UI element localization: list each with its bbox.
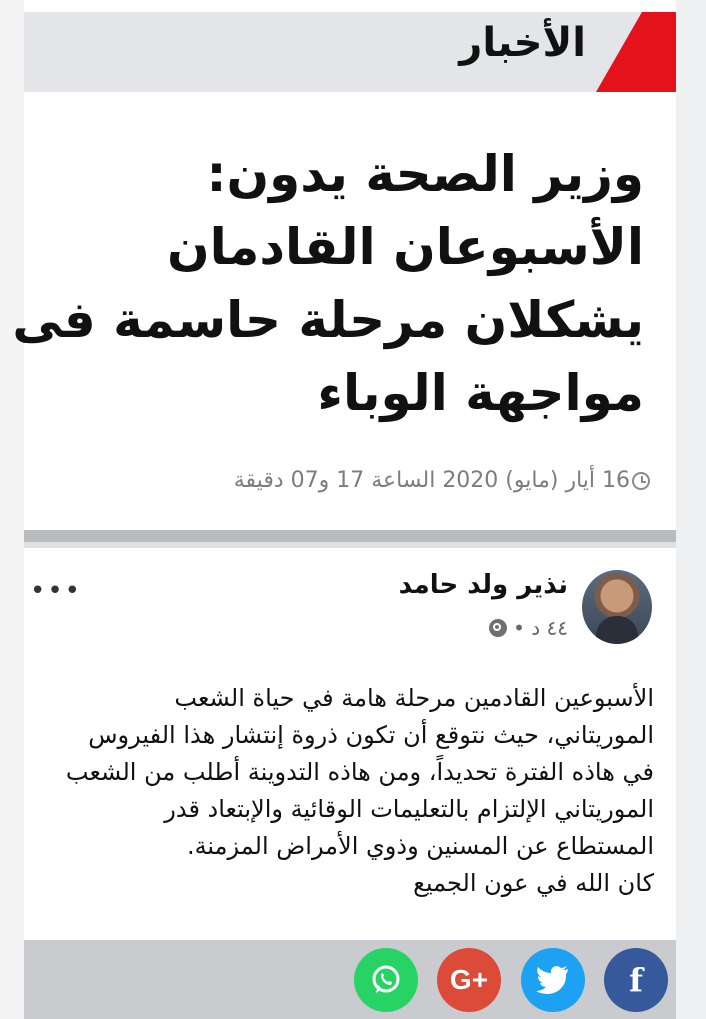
headline-line: الأسبوعان القادمان bbox=[166, 218, 644, 276]
twitter-icon bbox=[536, 965, 570, 995]
facebook-post-image bbox=[24, 530, 676, 937]
left-gutter bbox=[0, 0, 24, 1019]
article-headline bbox=[12, 138, 644, 430]
post-text-line: كان الله في عون الجميع bbox=[413, 869, 654, 897]
share-bar bbox=[24, 940, 676, 1019]
post-text-line: الموريتاني الإلتزام بالتعليمات الوقائية والإبتعاد قدر bbox=[164, 795, 654, 823]
post-time bbox=[489, 616, 568, 640]
whatsapp-share-button[interactable] bbox=[354, 948, 418, 1012]
more-options-icon: ••• bbox=[30, 576, 83, 606]
post-author: نذير ولد حامد bbox=[398, 570, 568, 600]
post-text-line: الأسبوعين القادمين مرحلة هامة في حياة الشعب bbox=[174, 684, 654, 712]
post-time-text: ٤٤ د • bbox=[513, 616, 568, 640]
headline-line: مواجهة الوباء bbox=[317, 364, 644, 422]
clock-icon bbox=[632, 472, 650, 490]
google-plus-share-button[interactable]: G+ bbox=[437, 948, 501, 1012]
section-header bbox=[24, 12, 676, 92]
right-gutter bbox=[676, 0, 706, 1019]
avatar bbox=[582, 570, 652, 644]
article-date-text: 16 أيار (مايو) 2020 الساعة 17 و07 دقيقة bbox=[233, 468, 630, 493]
article-date bbox=[234, 468, 650, 493]
post-text-line: الموريتاني، حيث نتوقع أن تكون ذروة إنتشار هذا الفيروس bbox=[88, 721, 654, 749]
headline-line: يشكلان مرحلة حاسمة فى bbox=[12, 291, 644, 349]
post-text-line: المستطاع عن المسنين وذوي الأمراض المزمنة. bbox=[186, 832, 654, 860]
section-accent bbox=[596, 12, 676, 92]
twitter-share-button[interactable] bbox=[521, 948, 585, 1012]
headline-line: وزير الصحة يدون: bbox=[206, 145, 644, 203]
post-top-strip bbox=[24, 542, 676, 548]
post-text-line: في هاذه الفترة تحديداً، ومن هاذه التدوينة أطلب من الشعب bbox=[65, 758, 654, 786]
whatsapp-icon bbox=[369, 963, 403, 997]
globe-icon bbox=[489, 619, 507, 637]
article-page bbox=[12, 0, 676, 1019]
section-title[interactable]: الأخبار bbox=[459, 20, 586, 66]
post-text bbox=[24, 680, 654, 902]
facebook-share-button[interactable]: f bbox=[604, 948, 668, 1012]
